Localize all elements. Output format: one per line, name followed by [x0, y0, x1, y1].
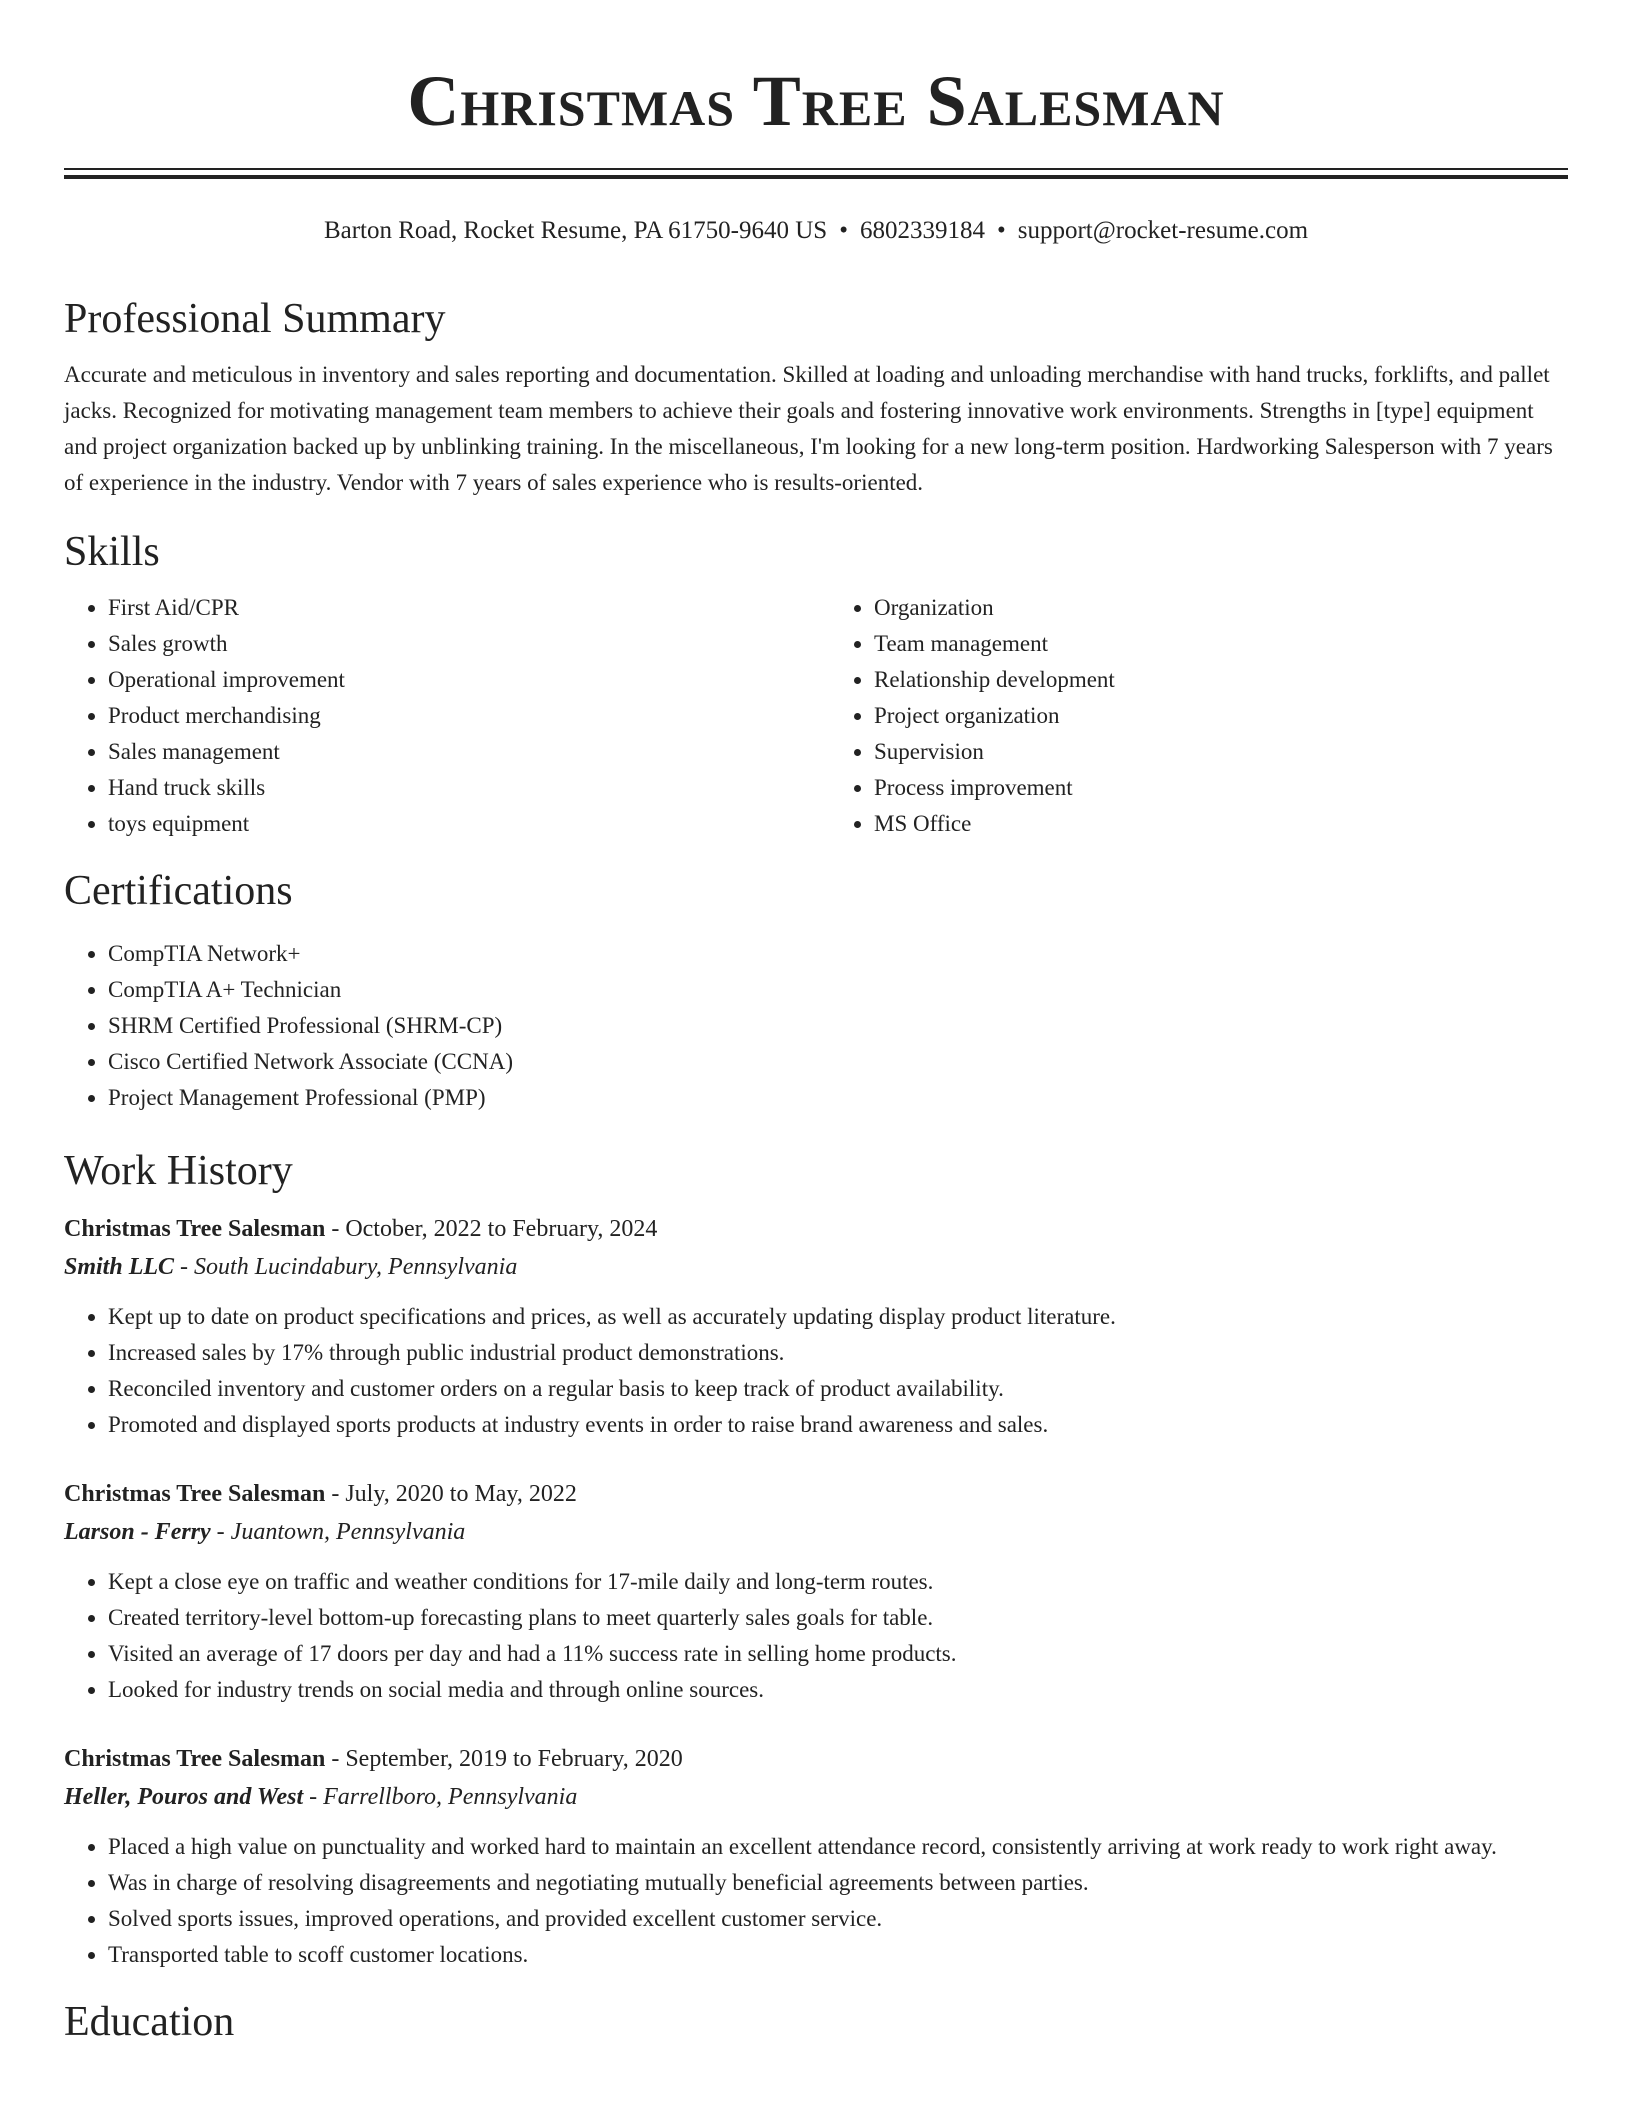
skill-item: • Sales management: [108, 734, 802, 770]
certification-item: • CompTIA Network+: [108, 936, 1568, 972]
certification-item: • Cisco Certified Network Associate (CCNA): [108, 1044, 1568, 1080]
header-divider-thin: [64, 168, 1568, 170]
job-dates: - July, 2020 to May, 2022: [325, 1481, 577, 1507]
skill-item: • Team management: [874, 626, 1568, 662]
job-title-line: [64, 1475, 1568, 1513]
resume-name: Christmas Tree Salesman: [407, 61, 1225, 141]
work-history-heading: Work History: [64, 1148, 293, 1194]
job-entry: [64, 1210, 1568, 1443]
contact-line: [0, 213, 1632, 249]
skills-heading: Skills: [64, 529, 160, 575]
certification-item: • CompTIA A+ Technician: [108, 972, 1568, 1008]
summary-section: [64, 290, 1568, 501]
job-title: Christmas Tree Salesman: [64, 1481, 326, 1507]
contact-address: Barton Road, Rocket Resume, PA 61750-9640 US: [323, 217, 828, 244]
job-entry: [64, 1740, 1568, 1973]
job-dates: - September, 2019 to February, 2020: [325, 1746, 683, 1772]
certification-item: • SHRM Certified Professional (SHRM-CP): [108, 1008, 1568, 1044]
certifications-heading: Certifications: [64, 868, 293, 914]
job-company-line: [64, 1778, 1568, 1816]
job-bullet: • Looked for industry trends on social media and through online sources.: [108, 1672, 1568, 1708]
education-heading: Education: [64, 1999, 235, 2045]
skill-item: • Relationship development: [874, 662, 1568, 698]
skill-item: • First Aid/CPR: [108, 590, 802, 626]
contact-email: support@rocket-resume.com: [1017, 217, 1309, 244]
skill-item: • MS Office: [874, 806, 1568, 842]
job-bullet: • Transported table to scoff customer locations.: [108, 1937, 1568, 1973]
skill-item: • Sales growth: [108, 626, 802, 662]
job-bullets: [64, 1564, 1568, 1708]
job-bullet: • Visited an average of 17 doors per day and had a 11% success rate in selling home products.: [108, 1636, 1568, 1672]
skill-item: • Process improvement: [874, 770, 1568, 806]
contact-phone: 6802339184: [859, 217, 985, 244]
skill-item: • Supervision: [874, 734, 1568, 770]
header-divider-thick: [64, 175, 1568, 179]
summary-text: Accurate and meticulous in inventory and sales reporting and documentation. Skilled at loading and unloading merchandise with hand trucks, forklifts, and pallet jacks. Recognized for motivating management team members to achieve their goals and fostering innovative work environments. Strengths in [type] equipment and project organization backed up by unblinking training. In the miscellaneous, I'm looking for a new long-term position. Hardworking Salesperson with 7 years of experience in the industry. Vendor with 7 years of sales experience who is results-oriented.: [64, 362, 1553, 495]
job-title-line: [64, 1740, 1568, 1778]
job-bullet: • Solved sports issues, improved operations, and provided excellent customer service.: [108, 1901, 1568, 1937]
certification-item: • Project Management Professional (PMP): [108, 1080, 1568, 1116]
resume-body: [64, 290, 1568, 2051]
job-title: Christmas Tree Salesman: [64, 1746, 326, 1772]
contact-separator: •: [839, 217, 848, 244]
job-bullet: • Promoted and displayed sports products at industry events in order to raise brand awareness and sales.: [108, 1407, 1568, 1443]
certifications-section: [64, 862, 1568, 1116]
job-location: - Juantown, Pennsylvania: [210, 1519, 466, 1545]
summary-heading: Professional Summary: [64, 296, 446, 342]
job-company: Larson - Ferry: [64, 1519, 211, 1545]
job-company-line: [64, 1513, 1568, 1551]
skills-columns: [64, 590, 1568, 842]
contact-separator: •: [996, 217, 1006, 244]
job-bullet: • Placed a high value on punctuality and worked hard to maintain an excellent attendance record, consistently arriving at work ready to work right away.: [108, 1829, 1568, 1865]
skills-list-right: [802, 590, 1568, 842]
skill-item: • Organization: [874, 590, 1568, 626]
job-bullet: • Reconciled inventory and customer orders on a regular basis to keep track of product availability.: [108, 1371, 1568, 1407]
job-bullets: [64, 1299, 1568, 1443]
job-company: Heller, Pouros and West: [64, 1784, 304, 1810]
job-dates: - October, 2022 to February, 2024: [325, 1216, 658, 1242]
job-title-line: [64, 1210, 1568, 1248]
job-title: Christmas Tree Salesman: [64, 1216, 326, 1242]
job-company-line: [64, 1248, 1568, 1286]
certifications-list: [64, 936, 1568, 1116]
skill-item: • Project organization: [874, 698, 1568, 734]
skills-list-left: [64, 590, 802, 842]
job-location: - South Lucindabury, Pennsylvania: [174, 1254, 518, 1280]
job-company: Smith LLC: [64, 1254, 175, 1280]
job-entry: [64, 1475, 1568, 1708]
job-bullet: • Was in charge of resolving disagreements and negotiating mutually beneficial agreements between parties.: [108, 1865, 1568, 1901]
skill-item: • Hand truck skills: [108, 770, 802, 806]
skills-section: [64, 523, 1568, 842]
education-section: [64, 1993, 1568, 2051]
job-bullet: • Kept a close eye on traffic and weather conditions for 17-mile daily and long-term routes.: [108, 1564, 1568, 1600]
job-bullet: • Kept up to date on product specifications and prices, as well as accurately updating display product literature.: [108, 1299, 1568, 1335]
job-bullets: [64, 1829, 1568, 1973]
skill-item: • toys equipment: [108, 806, 802, 842]
work-history-section: [64, 1142, 1568, 1973]
job-bullet: • Increased sales by 17% through public industrial product demonstrations.: [108, 1335, 1568, 1371]
job-bullet: • Created territory-level bottom-up forecasting plans to meet quarterly sales goals for table.: [108, 1600, 1568, 1636]
skill-item: • Product merchandising: [108, 698, 802, 734]
skill-item: • Operational improvement: [108, 662, 802, 698]
job-location: - Farrellboro, Pennsylvania: [303, 1784, 578, 1810]
